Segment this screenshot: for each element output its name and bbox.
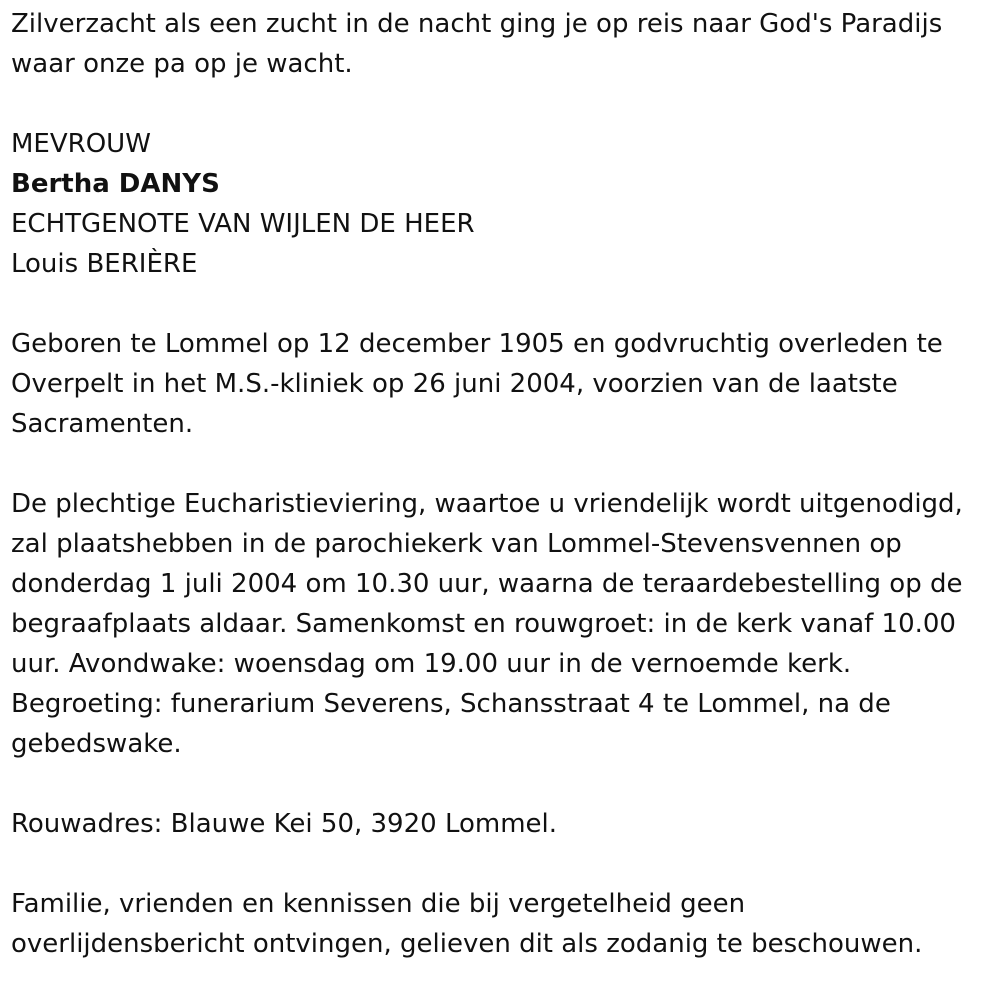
honorific: MEVROUW xyxy=(11,129,151,159)
obituary-notice xyxy=(11,4,996,964)
quote-line: Zilverzacht als een zucht in de nacht ging je op reis naar God's Paradijs xyxy=(11,9,943,39)
quote-section xyxy=(11,4,996,84)
spacer xyxy=(11,844,996,884)
deceased-name: Bertha DANYS xyxy=(11,169,220,199)
paragraph-line: donderdag 1 juli 2004 om 10.30 uur, waarna de teraardebestelling op de xyxy=(11,569,963,599)
spacer xyxy=(11,84,996,124)
ceremony-section xyxy=(11,484,996,764)
paragraph-line: uur. Avondwake: woensdag om 19.00 uur in de vernoemde kerk. xyxy=(11,649,852,679)
mourning-address: Rouwadres: Blauwe Kei 50, 3920 Lommel. xyxy=(11,809,558,839)
paragraph-line: Sacramenten. xyxy=(11,409,194,439)
spouse-name: Louis BERIÈRE xyxy=(11,249,198,279)
spacer xyxy=(11,444,996,484)
deceased-section xyxy=(11,124,996,284)
paragraph-line: begraafplaats aldaar. Samenkomst en rouwgroet: in de kerk vanaf 10.00 xyxy=(11,609,956,639)
paragraph-line: zal plaatshebben in de parochiekerk van Lommel-Stevensvennen op xyxy=(11,529,902,559)
paragraph-line: Overpelt in het M.S.-kliniek op 26 juni 2004, voorzien van de laatste xyxy=(11,369,898,399)
spacer xyxy=(11,764,996,804)
paragraph-line: Familie, vrienden en kennissen die bij vergetelheid geen xyxy=(11,889,746,919)
paragraph-line: overlijdensbericht ontvingen, gelieven dit als zodanig te beschouwen. xyxy=(11,929,923,959)
paragraph-line: De plechtige Eucharistieviering, waartoe u vriendelijk wordt uitgenodigd, xyxy=(11,489,963,519)
spacer xyxy=(11,284,996,324)
paragraph-line: Geboren te Lommel op 12 december 1905 en godvruchtig overleden te xyxy=(11,329,943,359)
paragraph-line: gebedswake. xyxy=(11,729,182,759)
paragraph-line: Begroeting: funerarium Severens, Schansstraat 4 te Lommel, na de xyxy=(11,689,891,719)
closing-section xyxy=(11,884,996,964)
birth-death-section xyxy=(11,324,996,444)
quote-line: waar onze pa op je wacht. xyxy=(11,49,353,79)
relation-line: ECHTGENOTE VAN WIJLEN DE HEER xyxy=(11,209,475,239)
address-section xyxy=(11,804,996,844)
